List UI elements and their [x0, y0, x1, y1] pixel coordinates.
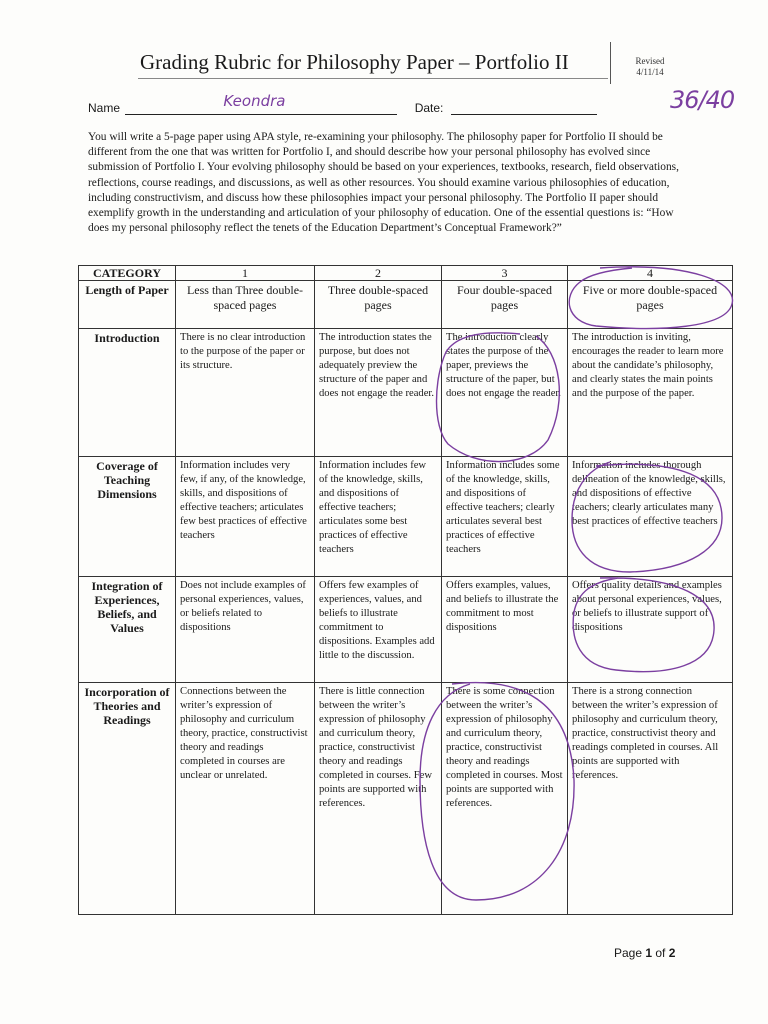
criteria-cell: The introduction states the purpose, but does not adequately preview the structure of the paper and does not engage the reader. [315, 329, 442, 457]
handwritten-score: 36/40 [670, 86, 735, 114]
criteria-cell: Offers quality details and examples about personal experiences, values, or beliefs to illustrate support of dispositions [568, 577, 733, 683]
level-header: 3 [442, 266, 568, 281]
name-label: Name [88, 101, 121, 115]
criteria-cell: There is a strong connection between the writer’s expression of philosophy and curriculum theory, practice, constructivist theory and readings completed in courses. All points are supported with references. [568, 683, 733, 915]
criteria-cell: There is little connection between the writer’s expression of philosophy and curriculum theory, practice, constructivist theory and readings completed in courses. Few points are supported with references. [315, 683, 442, 915]
date-label: Date: [414, 101, 444, 115]
criteria-cell: There is some connection between the writer’s expression of philosophy and curriculum theory, practice, constructivist theory and readings completed in courses. Most points are supported with references. [442, 683, 568, 915]
rubric-row-introduction [79, 329, 733, 457]
criteria-cell: Offers examples, values, and beliefs to illustrate the commitment to most dispositions [442, 577, 568, 683]
category-cell: Introduction [79, 329, 176, 457]
revised-note [618, 56, 682, 78]
criteria-cell: Information includes thorough delineation of the knowledge, skills, and dispositions of effective teachers; clearly articulates many best practices of effective teachers [568, 457, 733, 577]
category-cell: Length of Paper [79, 281, 176, 329]
rubric-row-integration [79, 577, 733, 683]
criteria-cell: Three double-spaced pages [315, 281, 442, 329]
category-header: CATEGORY [79, 266, 176, 281]
category-cell: Coverage of Teaching Dimensions [79, 457, 176, 577]
criteria-cell: There is no clear introduction to the purpose of the paper or its structure. [176, 329, 315, 457]
criteria-cell: The introduction is inviting, encourages the reader to learn more about the candidate’s philosophy, and clearly states the main points and the purpose of the paper. [568, 329, 733, 457]
rubric-row-teaching-dimensions [79, 457, 733, 577]
name-field[interactable] [125, 92, 397, 115]
rubric-row-length [79, 281, 733, 329]
criteria-cell: Less than Three double-spaced pages [176, 281, 315, 329]
criteria-cell: Offers few examples of experiences, values, and beliefs to illustrate commitment to dispositions. Examples add little to the discussion. [315, 577, 442, 683]
criteria-cell: Information includes very few, if any, of the knowledge, skills, and dispositions of effective teachers; articulates few best practices of effective teachers [176, 457, 315, 577]
revised-date: 4/11/14 [636, 67, 664, 77]
date-field[interactable] [451, 100, 597, 115]
criteria-cell: Information includes few of the knowledge, skills, and dispositions of effective teachers; articulates some best practices of effective teachers [315, 457, 442, 577]
title-underline [138, 78, 608, 79]
document-title: Grading Rubric for Philosophy Paper – Portfolio II [140, 50, 569, 74]
rubric-table [78, 265, 733, 915]
instructions-paragraph: You will write a 5-page paper using APA style, re-examining your philosophy. The philosophy paper for Portfolio II should be different from the one that was written for Portfolio I, and should describe how your personal philosophy has evolved since submission of Portfolio I. Your evolving philosophy should be based on your experiences, textbooks, research, field observations, reflections, course readings, and discussions, as well as other resources. You should examine various philosophies of education, including constructivism, and discuss how these philosophies impact your personal philosophy. The Portfolio II paper should exemplify growth in the understanding and articulation of your philosophy of education. One of the essential questions is: “How does my personal philosophy reflect the tenets of the Education Department’s Conceptual Framework?” [88, 131, 679, 235]
page-of: of [652, 946, 669, 960]
level-header: 1 [176, 266, 315, 281]
criteria-cell: Information includes some of the knowledge, skills, and dispositions of effective teachers; clearly articulates several best practices of effective teachers [442, 457, 568, 577]
page-number [614, 946, 675, 960]
level-header: 2 [315, 266, 442, 281]
name-value: Keondra [223, 92, 286, 110]
level-header: 4 [568, 266, 733, 281]
page-total: 2 [668, 946, 676, 960]
page-current: 1 [645, 946, 653, 960]
name-date-row [88, 92, 597, 115]
page-prefix: Page [614, 946, 646, 960]
criteria-cell: Connections between the writer’s expression of philosophy and curriculum theory, practice, constructivist theory and readings completed in courses are unclear or unrelated. [176, 683, 315, 915]
category-cell: Integration of Experiences, Beliefs, and Values [79, 577, 176, 683]
rubric-row-theories [79, 683, 733, 915]
criteria-cell: Five or more double-spaced pages [568, 281, 733, 329]
rubric-header-row [79, 266, 733, 281]
criteria-cell: The introduction clearly states the purpose of the paper, previews the structure of the paper, but does not engage the reader. [442, 329, 568, 457]
category-cell: Incorporation of Theories and Readings [79, 683, 176, 915]
criteria-cell: Four double-spaced pages [442, 281, 568, 329]
criteria-cell: Does not include examples of personal experiences, values, or beliefs related to dispositions [176, 577, 315, 683]
title-divider [610, 42, 611, 84]
revised-label: Revised [635, 56, 665, 66]
